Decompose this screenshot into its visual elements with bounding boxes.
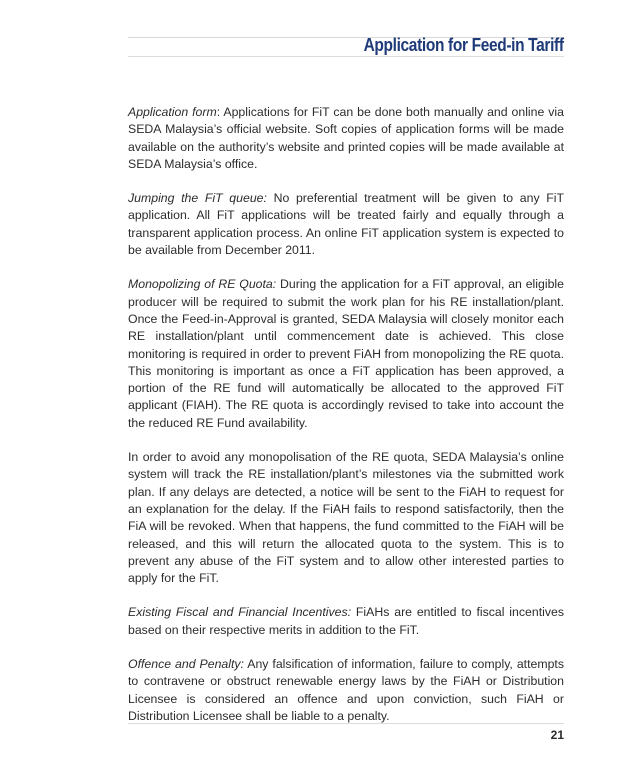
paragraph-avoid-monopolisation	[128, 449, 564, 587]
header-rule	[128, 56, 564, 57]
paragraph-body: FiAHs are entitled to fiscal incentives based on their respective merits in addition to the FiT.	[128, 605, 564, 637]
page-number: 21	[550, 728, 564, 742]
paragraph-offence-penalty	[128, 656, 564, 725]
paragraph-fiscal-incentives	[128, 604, 564, 639]
paragraph-application-form	[128, 104, 564, 173]
paragraph-lead: Jumping the FiT queue:	[128, 191, 267, 206]
paragraph-lead: Application form	[128, 105, 217, 119]
paragraph-body: During the application for a FiT approval, an eligible producer will be required to submit the work plan for his RE installation/plant. Once the Feed-in-Approval is granted, SEDA Malaysia will closely monitor each RE installation/plant until commencement date is achieved. This close monitoring is required in order to prevent FiAH from monopolizing the RE quota. This monitoring is important as once a FiT application has been approved, a portion of the RE fund will automatically be allocated to the approved FiT applicant (FIAH). The RE quota is accordingly revised to take into account the the reduced RE Fund availability.	[128, 277, 564, 430]
paragraph-body: Any falsification of information, failure to comply, attempts to contravene or obstruct renewable energy laws by the FiAH or Distribution Licensee is considered an offence and upon conviction, such FiAH or Distribution Licensee shall be liable to a penalty.	[128, 657, 564, 723]
paragraph-lead: Monopolizing of RE Quota:	[128, 277, 277, 292]
paragraph-lead: Offence and Penalty:	[128, 657, 244, 672]
paragraph-monopolizing-quota	[128, 276, 564, 432]
paragraph-body: : Applications for FiT can be done both manually and online via SEDA Malaysia’s official website. Soft copies of application forms will be made available on the authority’s website and printed copies will be made available at SEDA Malaysia’s office.	[128, 105, 565, 171]
footer-rule	[128, 723, 564, 724]
page-header-title: Application for Feed-in Tariff	[363, 35, 564, 55]
main-content	[128, 104, 564, 742]
paragraph-body: In order to avoid any monopolisation of the RE quota, SEDA Malaysia’s online system will track the RE installation/plant’s milestones via the submitted work plan. If any delays are detected, a notice will be sent to the FiAH to request for an explanation for the delay. If the FiAH fails to respond satisfactorily, then the FiA will be revoked. When that happens, the fund committed to the FiAH will be released, and this will return the allocated quota to the system. This is to prevent any abuse of the FiT system and to allow other interested parties to apply for the FiT.	[128, 450, 564, 586]
paragraph-body: No preferential treatment will be given to any FiT application. All FiT applications will be treated fairly and equally through a transparent application process. An online FiT application system is expected to be available from December 2011.	[128, 191, 564, 258]
paragraph-jumping-queue	[128, 190, 564, 259]
paragraph-lead: Existing Fiscal and Financial Incentives:	[128, 605, 352, 620]
